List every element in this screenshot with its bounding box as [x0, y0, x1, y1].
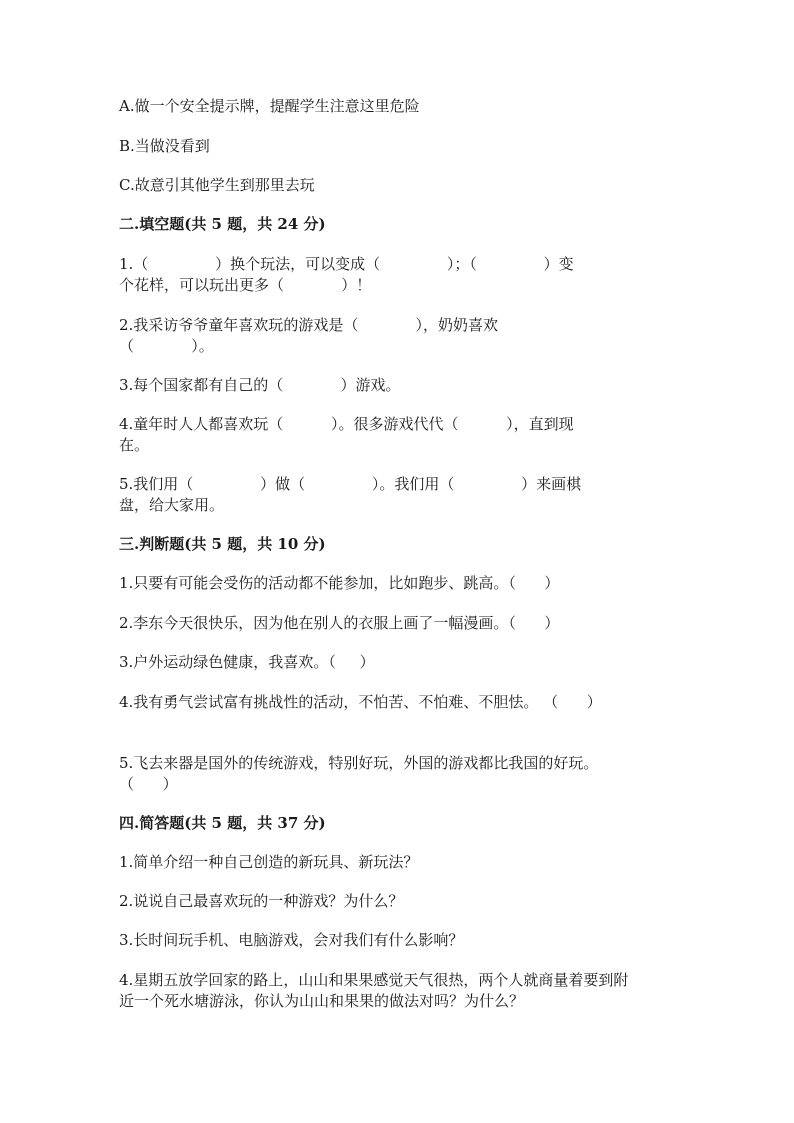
- short-answer-q4-line1: 4.星期五放学回家的路上，山山和果果感觉天气很热，两个人就商量着要到附: [119, 971, 629, 989]
- option-c: C.故意引其他学生到那里去玩: [119, 176, 315, 194]
- fill-in-q3: 3.每个国家都有自己的（ ）游戏。: [119, 376, 401, 394]
- short-answer-q2: 2.说说自己最喜欢玩的一种游戏？为什么？: [119, 892, 404, 910]
- fill-in-q5-line2: 盘，给大家用。: [119, 496, 225, 514]
- fill-in-q1-line2: 个花样，可以玩出更多（ ）！: [119, 276, 372, 294]
- fill-in-q5-line1: 5.我们用（ ）做（ ）。我们用（ ）来画棋: [119, 475, 582, 493]
- option-b: B.当做没看到: [119, 137, 210, 155]
- true-false-q5-line1: 5.飞去来器是国外的传统游戏，特别好玩，外国的游戏都比我国的好玩。: [119, 754, 599, 772]
- fill-in-heading: 二.填空题(共 5 题，共 24 分): [119, 215, 326, 233]
- fill-in-q4-line1: 4.童年时人人都喜欢玩（ ）。很多游戏代代（ ），直到现: [119, 415, 574, 433]
- true-false-q1: 1.只要有可能会受伤的活动都不能参加，比如跑步、跳高。（ ）: [119, 574, 560, 592]
- true-false-q5-line2: （ ）: [119, 775, 178, 793]
- true-false-q4: 4.我有勇气尝试富有挑战性的活动，不怕苦、不怕难、不胆怯。 （ ）: [119, 693, 602, 711]
- true-false-heading: 三.判断题(共 5 题，共 10 分): [119, 535, 326, 553]
- true-false-q2: 2.李东今天很快乐，因为他在别人的衣服上画了一幅漫画。（ ）: [119, 614, 560, 632]
- fill-in-q2-line1: 2.我采访爷爷童年喜欢玩的游戏是（ ），奶奶喜欢: [119, 316, 499, 334]
- short-answer-q4-line2: 近一个死水塘游泳，你认为山山和果果的做法对吗？为什么？: [119, 992, 525, 1010]
- short-answer-heading: 四.简答题(共 5 题，共 37 分): [119, 814, 326, 832]
- short-answer-q1: 1.简单介绍一种自己创造的新玩具、新玩法？: [119, 853, 419, 871]
- fill-in-q2-line2: （ ）。: [119, 337, 214, 355]
- true-false-q3: 3.户外运动绿色健康，我喜欢。（ ）: [119, 653, 375, 671]
- fill-in-q1-line1: 1.（ ）换个玩法，可以变成（ ）；（ ）变: [119, 255, 574, 273]
- short-answer-q3: 3.长时间玩手机、电脑游戏，会对我们有什么影响？: [119, 931, 464, 949]
- fill-in-q4-line2: 在。: [119, 436, 150, 454]
- option-a: A.做一个安全提示牌，提醒学生注意这里危险: [119, 97, 420, 115]
